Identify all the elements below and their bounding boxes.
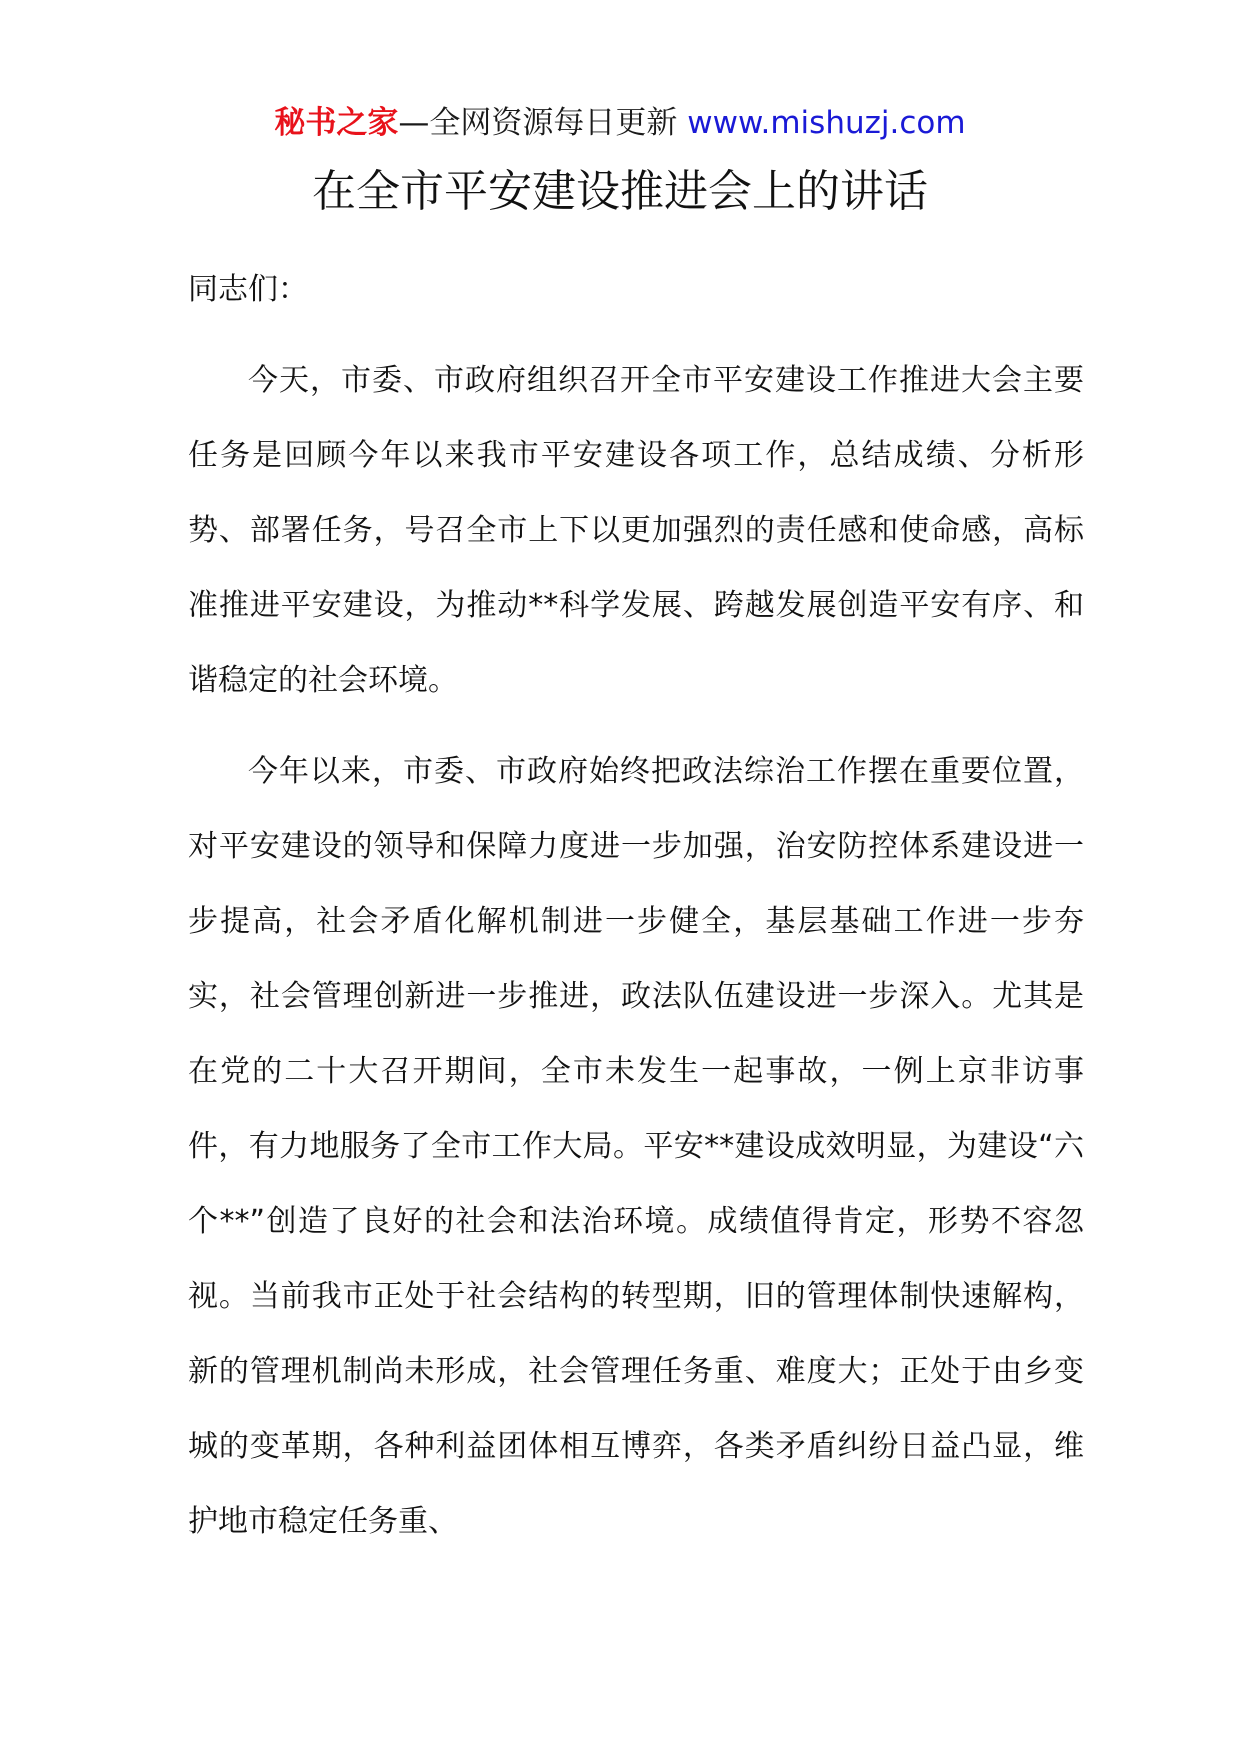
paragraph: 今天，市委、市政府组织召开全市平安建设工作推进大会主要任务是回顾今年以来我市平安建设各项工作，总结成绩、分析形势、部署任务，号召全市上下以更加强烈的责任感和使命感，高标准推进平安建设，为推动**科学发展、跨越发展创造平安有序、和谐稳定的社会环境。: [188, 363, 1084, 698]
site-brand: 秘书之家: [274, 105, 399, 141]
site-url-link[interactable]: www.mishuzj.com: [687, 105, 966, 141]
site-slogan: —全网资源每日更新: [398, 105, 678, 141]
paragraph: 今年以来，市委、市政府始终把政法综治工作摆在重要位置，对平安建设的领导和保障力度进一步加强，治安防控体系建设进一步提高，社会矛盾化解机制进一步健全，基层基础工作进一步夯实，社会管理创新进一步推进，政法队伍建设进一步深入。尤其是在党的二十大召开期间，全市未发生一起事故，一例上京非访事件，有力地服务了全市工作大局。平安**建设成效明显，为建设“六个**”创造了良好的社会和法治环境。成绩值得肯定，形势不容忽视。当前我市正处于社会结构的转型期，旧的管理体制快速解构，新的管理机制尚未形成，社会管理任务重、难度大；正处于由乡变城的变革期，各种利益团体相互博弈，各类矛盾纠纷日益凸显，维护地市稳定任务重、: [188, 754, 1084, 1539]
salutation: 同志们：: [188, 272, 308, 307]
document-title: 在全市平安建设推进会上的讲话: [312, 166, 928, 217]
document-body: [188, 252, 1084, 1575]
site-header: [0, 100, 1240, 146]
